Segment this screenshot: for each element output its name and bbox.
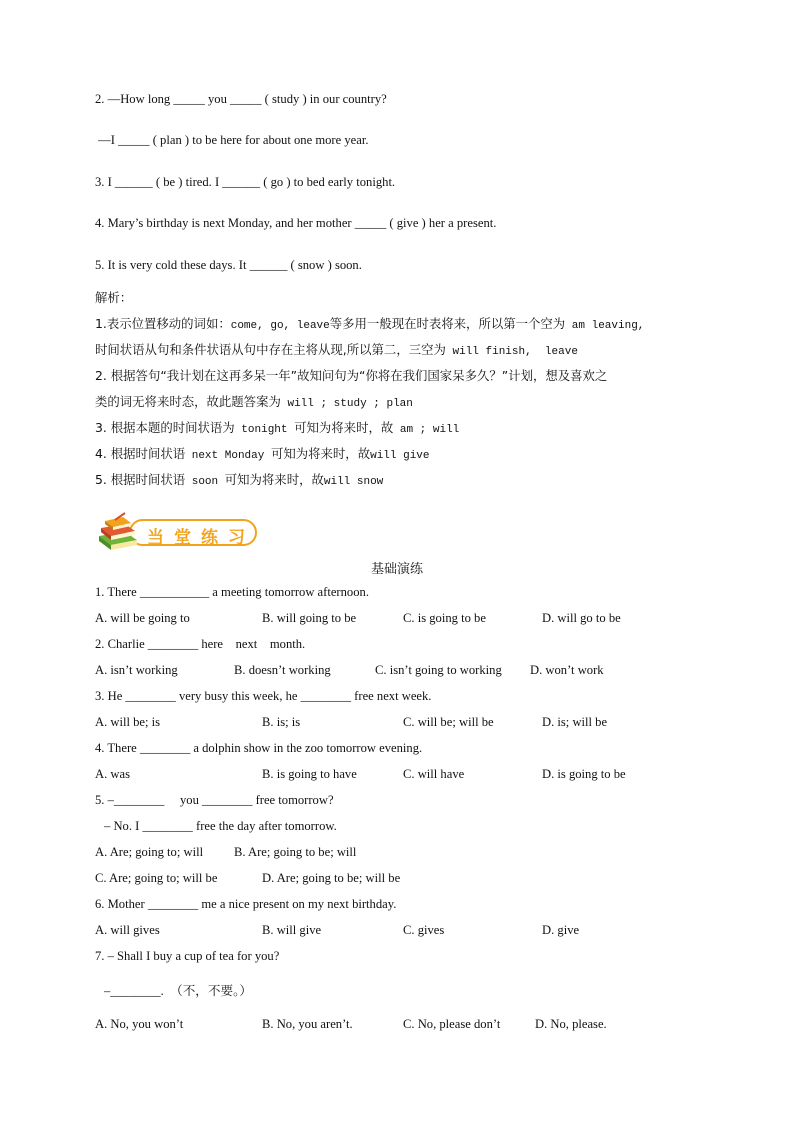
exercise-3: 3. I ______ ( be ) tired. I ______ ( go ) to bed early tonight. bbox=[95, 175, 396, 189]
analysis-item-5: 5. 根据时间状语 soon 可知为将来时，故will snow bbox=[95, 472, 384, 488]
analysis-heading: 解析： bbox=[95, 290, 133, 305]
question-5-option-a: A. Are; going to; will bbox=[95, 845, 204, 859]
question-5-stem: 5. –________ you ________ free tomorrow? bbox=[95, 793, 334, 807]
question-5-reply: – No. I ________ free the day after tomorrow. bbox=[104, 819, 337, 833]
question-5-option-b: B. Are; going to be; will bbox=[234, 845, 357, 859]
exercise-4: 4. Mary’s birthday is next Monday, and her mother _____ ( give ) her a present. bbox=[95, 216, 497, 230]
question-1-stem: 1. There ___________ a meeting tomorrow afternoon. bbox=[95, 585, 369, 599]
analysis-item-1-line-1: 1.表示位置移动的词如：come, go, leave等多用一般现在时表将来，所以第一个空为 am leaving, bbox=[95, 316, 645, 332]
question-7-reply: –________. （不，不要。） bbox=[104, 984, 252, 998]
question-4-option-d: D. is going to be bbox=[542, 767, 626, 781]
question-4-option-b: B. is going to have bbox=[262, 767, 357, 781]
exercise-2-question: 2. —How long _____ you _____ ( study ) in our country? bbox=[95, 92, 387, 106]
analysis-item-2-line-1: 2. 根据答句“我计划在这再多呆一年”故知问句为“你将在我们国家呆多久？”计划，想及喜欢之 bbox=[95, 368, 608, 383]
question-4-option-a: A. was bbox=[95, 767, 130, 781]
question-3-stem: 3. He ________ very busy this week, he ________ free next week. bbox=[95, 689, 432, 703]
question-1-option-c: C. is going to be bbox=[403, 611, 486, 625]
question-7-option-c: C. No, please don’t bbox=[403, 1017, 501, 1031]
question-3-option-d: D. is; will be bbox=[542, 715, 608, 729]
question-2-option-a: A. isn’t working bbox=[95, 663, 178, 677]
question-3-option-b: B. is; is bbox=[262, 715, 301, 729]
question-4-stem: 4. There ________ a dolphin show in the zoo tomorrow evening. bbox=[95, 741, 423, 755]
question-6-option-c: C. gives bbox=[403, 923, 445, 937]
question-2-option-d: D. won’t work bbox=[530, 663, 604, 677]
question-5-option-d: D. Are; going to be; will be bbox=[262, 871, 401, 885]
analysis-item-3: 3. 根据本题的时间状语为 tonight 可知为将来时，故 am ; will bbox=[95, 420, 460, 436]
question-2-option-c: C. isn’t going to working bbox=[375, 663, 502, 677]
question-7-option-d: D. No, please. bbox=[535, 1017, 607, 1031]
question-2-stem: 2. Charlie ________ here next month. bbox=[95, 637, 306, 651]
section-title: 基础演练 bbox=[370, 562, 423, 577]
question-1-option-a: A. will be going to bbox=[95, 611, 190, 625]
question-6-option-b: B. will give bbox=[262, 923, 322, 937]
analysis-item-2-line-2: 类的词无将来时态，故此题答案为 will ; study ; plan bbox=[95, 394, 413, 410]
question-6-stem: 6. Mother ________ me a nice present on my next birthday. bbox=[95, 897, 397, 911]
banner-frame bbox=[129, 519, 257, 546]
question-6-option-a: A. will gives bbox=[95, 923, 160, 937]
question-6-option-d: D. give bbox=[542, 923, 580, 937]
analysis-item-4: 4. 根据时间状语 next Monday 可知为将来时，故will give bbox=[95, 446, 430, 462]
question-4-option-c: C. will have bbox=[403, 767, 465, 781]
question-3-option-a: A. will be; is bbox=[95, 715, 161, 729]
question-1-option-d: D. will go to be bbox=[542, 611, 621, 625]
analysis-item-1-line-2: 时间状语从句和条件状语从句中存在主将从现,所以第二，三空为 will finish, leave bbox=[95, 342, 578, 358]
question-7-option-b: B. No, you aren’t. bbox=[262, 1017, 353, 1031]
banner-label: 当堂练习 bbox=[147, 528, 255, 548]
question-5-option-c: C. Are; going to; will be bbox=[95, 871, 218, 885]
question-3-option-c: C. will be; will be bbox=[403, 715, 494, 729]
books-icon bbox=[95, 512, 141, 552]
question-7-option-a: A. No, you won’t bbox=[95, 1017, 184, 1031]
question-2-option-b: B. doesn’t working bbox=[234, 663, 331, 677]
question-7-stem: 7. – Shall I buy a cup of tea for you? bbox=[95, 949, 280, 963]
exercise-5: 5. It is very cold these days. It ______ ( snow ) soon. bbox=[95, 258, 362, 272]
section-banner bbox=[95, 512, 260, 552]
question-1-option-b: B. will going to be bbox=[262, 611, 357, 625]
exercise-2-reply: —I _____ ( plan ) to be here for about one more year. bbox=[95, 133, 369, 147]
